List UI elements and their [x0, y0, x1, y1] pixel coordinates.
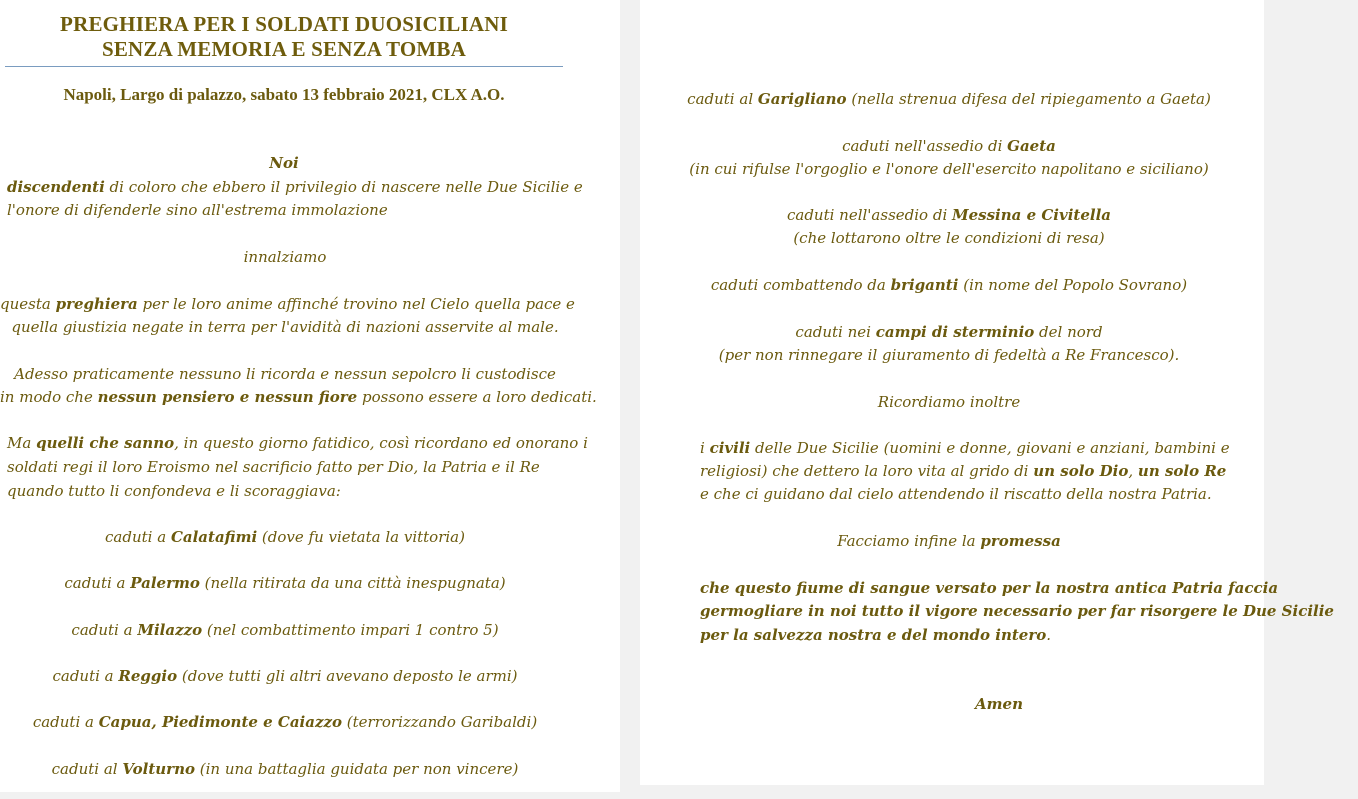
- emphasis-un-solo-re: un solo Re: [1137, 462, 1227, 480]
- text-span: , in questo giorno fatidico, così ricordano ed onorano i: [174, 434, 588, 452]
- emphasis-briganti: briganti: [890, 276, 959, 294]
- text-span: Ma: [7, 434, 37, 452]
- place-name: Volturno: [122, 760, 195, 778]
- emphasis-quelli-che-sanno: quelli che sanno: [36, 434, 175, 452]
- place-name: Palermo: [130, 574, 200, 592]
- text-span: caduti a: [52, 667, 119, 685]
- text-span: caduti al: [51, 760, 123, 778]
- right-line-garigliano: [640, 89, 1258, 109]
- title-line-1: PREGHIERA PER I SOLDATI DUOSICILIANI: [60, 12, 508, 36]
- caduti-line-5: [0, 712, 570, 732]
- emphasis-civili: civili: [709, 439, 751, 457]
- text-span: (in una battaglia guidata per non vincere): [195, 760, 519, 778]
- text-span: del nord: [1034, 323, 1103, 341]
- text-span: caduti a: [105, 528, 171, 546]
- document-page-left: [0, 0, 620, 792]
- emphasis-campi: campi di sterminio: [875, 323, 1035, 341]
- emphasis-discendenti: discendenti: [7, 178, 105, 196]
- right-line-messina-2: (che lottarono oltre le condizioni di resa): [793, 229, 1105, 247]
- text-span: (nella strenua difesa del ripiegamento a Gaeta): [846, 90, 1211, 108]
- emphasis-un-solo-dio: un solo Dio: [1033, 462, 1129, 480]
- paragraph-2-line-2: quella giustizia negate in terra per l'avidità di nazioni asservite al male.: [11, 318, 559, 336]
- text-span: di coloro che ebbero il privilegio di nascere nelle Due Sicilie e: [104, 178, 583, 196]
- right-line-campi-2: (per non rinnegare il giuramento di fedeltà a Re Francesco).: [718, 346, 1180, 364]
- caduti-line-3: [0, 620, 570, 640]
- text-span: delle Due Sicilie (uomini e donne, giovani e anziani, bambini e: [750, 439, 1230, 457]
- text-span: (nella ritirata da una città inespugnata): [199, 574, 506, 592]
- text-span: possono essere a loro dedicati.: [357, 388, 597, 406]
- caduti-line-6: [0, 759, 570, 779]
- place-name: Capua, Piedimonte e Caiazzo: [98, 713, 343, 731]
- emphasis-salvezza: per la salvezza nostra e del mondo intero: [700, 626, 1047, 644]
- text-span: (in nome del Popolo Sovrano): [958, 276, 1188, 294]
- paragraph-2-line-1: [0, 294, 575, 314]
- place-name: Calatafimi: [170, 528, 258, 546]
- paragraph-3-line-1: Adesso praticamente nessuno li ricorda e nessun sepolcro li custodisce: [14, 365, 556, 383]
- amen-line: Amen: [975, 695, 1023, 713]
- text-span: caduti a: [32, 713, 99, 731]
- paragraph-3-line-2: [0, 387, 597, 407]
- title-line-2: SENZA MEMORIA E SENZA TOMBA: [101, 37, 467, 61]
- document-page-right: [640, 0, 1334, 785]
- text-span: (dove fu vietata la vittoria): [257, 528, 465, 546]
- text-span: caduti nei: [795, 323, 876, 341]
- emphasis-promessa: promessa: [980, 532, 1061, 550]
- text-span: religiosi) che dettero la loro vita al grido di: [700, 462, 1034, 480]
- place-name: Gaeta: [1007, 137, 1056, 155]
- title-divider: [5, 66, 563, 67]
- text-span: (terrorizzando Garibaldi): [342, 713, 538, 731]
- emphasis-nessun-pensiero: nessun pensiero e nessun fiore: [97, 388, 358, 406]
- text-span: caduti a: [64, 574, 131, 592]
- promise-line-3: [700, 625, 1051, 645]
- right-line-briganti: [640, 275, 1258, 295]
- noi-heading: Noi: [269, 154, 299, 172]
- text-span: caduti nell'assedio di: [786, 206, 953, 224]
- emphasis-preghiera: preghiera: [55, 295, 138, 313]
- paragraph-4-line-3: quando tutto li confondeva e li scoraggiava:: [7, 482, 341, 500]
- text-span: caduti al: [687, 90, 758, 108]
- text-span: .: [1046, 626, 1052, 644]
- ricordiamo-line: Ricordiamo inoltre: [877, 393, 1021, 411]
- civili-line-2: [700, 461, 1226, 481]
- text-span: Facciamo infine la: [837, 532, 981, 550]
- place-name: Reggio: [118, 667, 178, 685]
- text-span: per le loro anime affinché trovino nel Cielo quella pace e: [137, 295, 575, 313]
- innalziamo-line: innalziamo: [243, 248, 327, 266]
- text-span: caduti nell'assedio di: [842, 137, 1008, 155]
- caduti-line-2: [0, 573, 570, 593]
- civili-line-1: [700, 438, 1230, 458]
- text-span: caduti a: [71, 621, 138, 639]
- facciamo-line: [640, 531, 1258, 551]
- text-span: (dove tutti gli altri avevano deposto le armi): [177, 667, 518, 685]
- text-span: ,: [1128, 462, 1138, 480]
- paragraph-4-line-2: soldati regi il loro Eroismo nel sacrificio fatto per Dio, la Patria e il Re: [7, 458, 540, 476]
- promise-line-1: che questo fiume di sangue versato per la nostra antica Patria faccia: [700, 579, 1279, 597]
- dateline: Napoli, Largo di palazzo, sabato 13 febbraio 2021, CLX A.O.: [63, 85, 505, 104]
- text-span: in modo che: [0, 388, 98, 406]
- caduti-line-4: [0, 666, 570, 686]
- text-span: questa: [0, 295, 56, 313]
- place-name: Garigliano: [757, 90, 847, 108]
- civili-line-3: e che ci guidano dal cielo attendendo il riscatto della nostra Patria.: [700, 485, 1212, 503]
- right-line-gaeta: [640, 136, 1258, 156]
- paragraph-1-line-1: [7, 177, 583, 197]
- place-name: Milazzo: [137, 621, 203, 639]
- right-line-messina: [640, 205, 1258, 225]
- text-span: caduti combattendo da: [710, 276, 891, 294]
- paragraph-1-line-2: l'onore di difenderle sino all'estrema immolazione: [7, 201, 388, 219]
- text-span: (nel combattimento impari 1 contro 5): [202, 621, 499, 639]
- right-line-gaeta-2: (in cui rifulse l'orgoglio e l'onore dell'esercito napolitano e siciliano): [689, 160, 1209, 178]
- right-line-campi: [640, 322, 1258, 342]
- caduti-line-1: [0, 527, 570, 547]
- text-span: i: [700, 439, 710, 457]
- paragraph-4-line-1: [7, 433, 588, 453]
- promise-line-2: germogliare in noi tutto il vigore necessario per far risorgere le Due Sicilie: [700, 602, 1334, 620]
- place-name: Messina e Civitella: [952, 206, 1112, 224]
